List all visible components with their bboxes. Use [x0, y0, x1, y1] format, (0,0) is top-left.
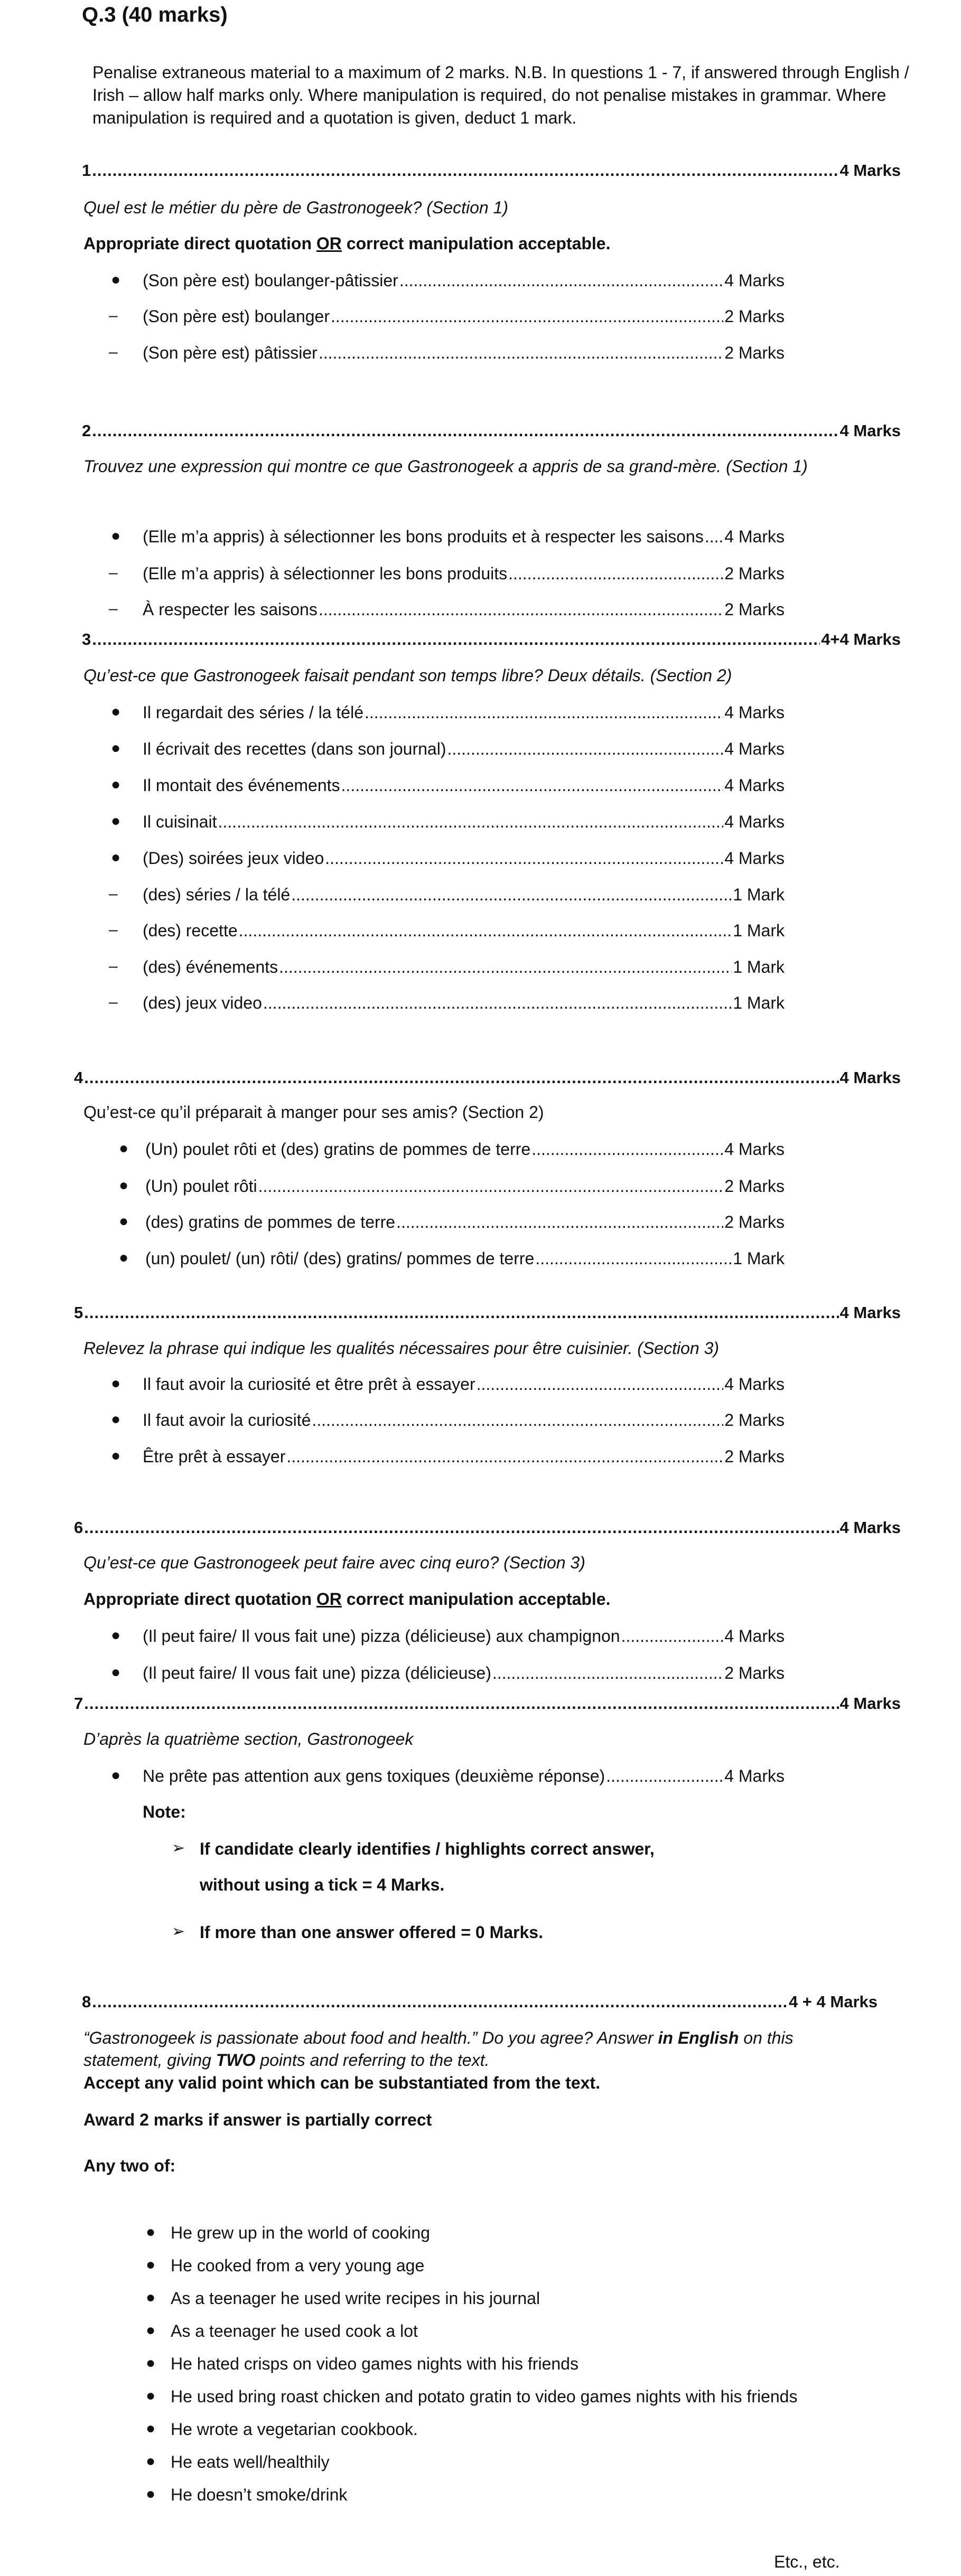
q2-item: (Elle m’a appris) à sélectionner les bons produits et à respecter les saisons ..... 4 Marks: [143, 528, 785, 545]
q1-marks: 4 Marks: [839, 161, 901, 180]
bullet-icon: ●: [111, 271, 121, 288]
q8-point: He wrote a vegetarian cookbook.: [171, 2420, 418, 2439]
q7-note-label: Note:: [143, 1802, 186, 1821]
q8-any-two: Any two of:: [83, 2156, 176, 2175]
q8-point: As a teenager he used write recipes in his journal: [171, 2289, 540, 2308]
q5-item: Il faut avoir la curiosité ..... 2 Marks: [143, 1412, 785, 1428]
bullet-icon: ●: [146, 2354, 156, 2372]
q3-item: Il écrivait des recettes (dans son journal) ..... 4 Marks: [143, 740, 785, 757]
q5-heading: 5 ..... 4 Marks: [74, 1304, 901, 1321]
q3-item: Il montait des événements ..... 4 Marks: [143, 777, 785, 794]
q8-award: Award 2 marks if answer is partially correct: [83, 2110, 432, 2129]
dash-icon: –: [109, 343, 118, 361]
q8-point: He eats well/healthily: [171, 2452, 330, 2471]
dash-icon: –: [109, 564, 118, 581]
bullet-icon: ●: [146, 2321, 156, 2339]
q1-prompt: Quel est le métier du père de Gastronogeek? (Section 1): [83, 198, 508, 217]
dash-icon: –: [109, 957, 118, 975]
bullet-icon: ●: [111, 703, 121, 720]
q1-item: (Son père est) pâtissier ..... 2 Marks: [143, 344, 785, 361]
bullet-icon: ●: [111, 527, 121, 544]
q2-item: À respecter les saisons ..... 2 Marks: [143, 601, 785, 618]
q4-prompt: Qu’est-ce qu’il préparait à manger pour ses amis? (Section 2): [83, 1103, 544, 1122]
q5-item: Il faut avoir la curiosité et être prêt à essayer ..... 4 Marks: [143, 1376, 785, 1393]
bullet-icon: ●: [146, 2256, 156, 2273]
q1-number: 1: [82, 161, 91, 180]
bullet-icon: ●: [111, 1627, 121, 1644]
q2-prompt: Trouvez une expression qui montre ce que Gastronogeek a appris de sa grand-mère. (Section 1): [83, 457, 808, 476]
question-title: Q.3 (40 marks): [82, 3, 228, 26]
q4-item: (des) gratins de pommes de terre ..... 2 Marks: [145, 1214, 785, 1230]
q6-item: (Il peut faire/ Il vous fait une) pizza (délicieuse) aux champignon ..... 4 Marks: [143, 1628, 785, 1644]
q5-prompt: Relevez la phrase qui indique les qualités nécessaires pour être cuisinier. (Section 3): [83, 1339, 720, 1358]
q8-heading: 8 ..... 4 + 4 Marks: [82, 1994, 878, 2010]
bullet-icon: ●: [146, 2223, 156, 2241]
q3-item: Il regardait des séries / la télé ..... 4 Marks: [143, 704, 785, 721]
q1-rule: Appropriate direct quotation OR correct manipulation acceptable.: [83, 234, 611, 253]
q7-item: Ne prête pas attention aux gens toxiques (deuxième réponse) ..... 4 Marks: [143, 1768, 785, 1784]
dash-icon: –: [109, 885, 118, 902]
q7-note-line: If candidate clearly identifies / highlights correct answer,: [200, 1839, 655, 1858]
bullet-icon: ●: [111, 1447, 121, 1464]
q2-item: (Elle m’a appris) à sélectionner les bons produits ..... 2 Marks: [143, 565, 785, 582]
bullet-icon: ●: [119, 1140, 129, 1157]
dash-icon: –: [109, 307, 118, 324]
q3-heading: 3 ..... 4+4 Marks: [82, 631, 901, 647]
bullet-icon: ●: [111, 1411, 121, 1428]
q1-heading: [82, 162, 901, 178]
bullet-icon: ●: [111, 1663, 121, 1681]
bullet-icon: ●: [119, 1212, 129, 1230]
marking-intro: Penalise extraneous material to a maximum of 2 marks. N.B. In questions 1 - 7, if answered through English / Irish – allow half marks only. Where manipulation is required, do not penalise mistakes in grammar. Where manipulation is required and a quotation is given, deduct 1 mark.: [92, 63, 909, 127]
bullet-icon: ●: [111, 812, 121, 830]
q8-point: As a teenager he used cook a lot: [171, 2321, 418, 2340]
q8-point: He hated crisps on video games nights with his friends: [171, 2354, 579, 2373]
dash-icon: –: [109, 993, 118, 1011]
etc-note: Etc., etc.: [774, 2552, 840, 2571]
q2-heading: 2 ..... 4 Marks: [82, 422, 901, 439]
q3-item: (des) séries / la télé ..... 1 Mark: [143, 886, 785, 903]
q4-heading: 4 ..... 4 Marks: [74, 1069, 901, 1086]
q8-point: He grew up in the world of cooking: [171, 2223, 430, 2242]
q5-item: Être prêt à essayer ..... 2 Marks: [143, 1448, 785, 1465]
q4-item: (un) poulet/ (un) rôti/ (des) gratins/ pommes de terre ..... 1 Mark: [145, 1250, 785, 1267]
q8-prompt-cont: statement, giving TWO points and referring to the text.: [83, 2051, 490, 2070]
bullet-icon: ●: [111, 1766, 121, 1784]
bullet-icon: ●: [111, 1375, 121, 1392]
q3-item: (Des) soirées jeux video ..... 4 Marks: [143, 850, 785, 867]
bullet-icon: ●: [146, 2289, 156, 2306]
q8-point: He used bring roast chicken and potato gratin to video games nights with his friends: [171, 2387, 798, 2406]
bullet-icon: ●: [146, 2387, 156, 2404]
q8-accept: Accept any valid point which can be substantiated from the text.: [83, 2073, 600, 2092]
bullet-icon: ●: [111, 849, 121, 866]
arrow-bullet-icon: ➢: [172, 1923, 185, 1940]
q1-item: (Son père est) boulanger ..... 2 Marks: [143, 308, 785, 325]
q3-item: (des) recette ..... 1 Mark: [143, 922, 785, 939]
dash-icon: –: [109, 921, 118, 938]
q3-item: (des) jeux video ..... 1 Mark: [143, 994, 785, 1011]
q7-heading: 7 ..... 4 Marks: [74, 1695, 901, 1712]
q8-point: He doesn’t smoke/drink: [171, 2485, 348, 2504]
bullet-icon: ●: [146, 2485, 156, 2503]
q7-note-line: If more than one answer offered = 0 Marks.: [200, 1923, 543, 1942]
q4-item: (Un) poulet rôti ..... 2 Marks: [145, 1178, 785, 1195]
bullet-icon: ●: [111, 776, 121, 793]
q3-prompt: Qu’est-ce que Gastronogeek faisait pendant son temps libre? Deux détails. (Section 2): [83, 666, 732, 685]
bullet-icon: ●: [111, 739, 121, 757]
arrow-bullet-icon: ➢: [172, 1839, 185, 1857]
q7-prompt: D’après la quatrième section, Gastronogeek: [83, 1729, 414, 1748]
q1-item: (Son père est) boulanger-pâtissier ..... 4 Marks: [143, 272, 785, 289]
q3-item: (des) événements ..... 1 Mark: [143, 958, 785, 975]
bullet-icon: ●: [119, 1249, 129, 1266]
q6-prompt: Qu’est-ce que Gastronogeek peut faire avec cinq euro? (Section 3): [83, 1553, 585, 1572]
q6-item: (Il peut faire/ Il vous fait une) pizza (délicieuse) ..... 2 Marks: [143, 1665, 785, 1681]
q8-prompt: “Gastronogeek is passionate about food and health.” Do you agree? Answer in English on this: [83, 2028, 794, 2047]
bullet-icon: ●: [146, 2420, 156, 2437]
q3-item: Il cuisinait ..... 4 Marks: [143, 813, 785, 830]
dash-icon: –: [109, 600, 118, 617]
bullet-icon: ●: [119, 1177, 129, 1194]
bullet-icon: ●: [146, 2452, 156, 2470]
q6-rule: Appropriate direct quotation OR correct manipulation acceptable.: [83, 1590, 611, 1609]
q4-item: (Un) poulet rôti et (des) gratins de pommes de terre ..... 4 Marks: [145, 1141, 785, 1158]
q8-point: He cooked from a very young age: [171, 2256, 425, 2275]
q6-heading: 6 ..... 4 Marks: [74, 1519, 901, 1536]
q7-note-line: without using a tick = 4 Marks.: [200, 1875, 445, 1894]
